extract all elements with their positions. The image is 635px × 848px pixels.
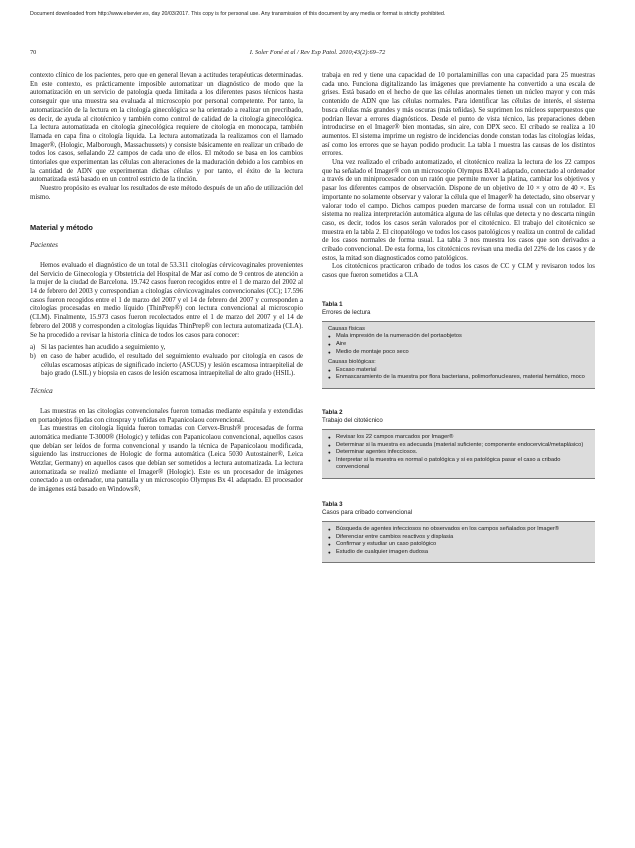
- table-row: ● Interpretar si la muestra es normal o patológica y si es patológica pasar el caso a cribado convencional: [328, 457, 589, 472]
- criteria-list: [30, 344, 303, 379]
- table-group-heading: Causas biológicas:: [328, 359, 376, 366]
- table-row: ● Determinar agentes infecciosos.: [328, 449, 589, 457]
- table-title: Tabla 3: [322, 501, 343, 508]
- table-3: [322, 501, 595, 563]
- table-caption: Errores de lectura: [322, 308, 371, 316]
- list-item-label: b): [30, 352, 36, 360]
- pacientes-paragraph: Hemos evaluado el diagnóstico de un total de 53.311 citologías cérvicovaginales provenientes del Servicio de Ginecología y Obstetricia del Hospital de Mar así como de 9 centros de atención a la mujer de la ciudad de Barcelona. 19.742 casos fueron recogidos entre el 1 de marzo del 2002 al 14 de febrero del 2003 y correspondian a citologías cérvicovaginales convencionales (CC); 17.596 casos fueron recogidos entre el 1 de marzo del 2007 y el 14 de febrero del 2007 y corresponden a citologías procesadas en medio líquido (ThinPrep®) con lectura convencional al microscopio (CLM). Finalmente, 15.973 casos fueron recolectados entre el 1 de marzo del 2007 y el 14 de febrero del 2008 y corresponden a citologías líquidas ThinPrep® con lectura automatizada (CLA). Se ha procedido a revisar la historia clínica de todos los casos para conocer:: [30, 261, 303, 339]
- table-1: [322, 301, 595, 389]
- table-row: ● Diferenciar entre cambios reactivos y displasia: [328, 534, 589, 542]
- table-body: [322, 429, 595, 479]
- table-caption: Trabajo del citotécnico: [322, 417, 383, 425]
- section-heading-material-metodo: Material y método: [30, 222, 93, 232]
- table-caption: Casos para cribado convencional: [322, 509, 413, 516]
- table-row: ● Escaso material: [328, 367, 589, 375]
- table-row: ● Enmascaramiento de la muestra por flora bacteriana, polimorfonucleares, material hemático, moco: [328, 374, 589, 382]
- citotecnico-paragraph: Una vez realizado el cribado automatizado, el citotécnico realiza la lectura de los 22 campos que ha señalado el Imager® con un microscopio Olympus BX41 adaptado, conectado al ordenador a través de un miniprocesador con un ratón que permite mover la platina, cambiar los objetivos y pasar los diferentes campos de observación. Dispone de un objetivo de 10 × y otro de 40 ×. Es importante no solamente observar y valorar la célula que el Imager® ha detectado, sino observar y valorar todo el campo. Dichos campos pueden marcarse de forma usual con un rotulador. El sistema no realiza interpretación automática alguna de las células que detecta y no descarta ningún caso, es decir, todos los casos serán valorados por el citotécnico. El trabajo del citotécnico se muestra en la tabla 2. El citopatólogo ve todos los casos patológicos y realiza un control de calidad de los casos normales de forma usual. La tabla 3 nos muestra los casos que son derivados a cribado convencional. De esta forma, los citotécnicos revisan una media del 22% de los casos y de estos, la mitad son diagnosticados como patológicos.: [322, 159, 595, 262]
- list-item-text: en caso de haber acudido, el resultado del seguimiento evaluado por citología en casos de células escamosas atípicas de significado incierto (ASCUS) y lesión escamosa intraepitelial de bajo grado (LSIL) y biopsia en casos de lesión escamosa intraepitelial de alto grado (HSIL).: [41, 352, 303, 378]
- table-row: ● Determinar si la muestra es adecuada (material suficiente; componente endocervical/metaplásico): [328, 442, 589, 450]
- table-group-heading: Causas físicas: [328, 325, 365, 332]
- table-row: ● Aire: [328, 341, 589, 349]
- journal-citation: I. Soler Foné et al / Rev Esp Patol. 2010;43(2):69–72: [249, 49, 386, 56]
- table-body: [322, 521, 595, 563]
- page-number: 70: [30, 49, 37, 56]
- table-2: [322, 409, 595, 479]
- table-title: Tabla 1: [322, 300, 343, 308]
- intro-paragraph: contexto clínico de los pacientes, pero que en general llevan a actitudes terapéuticas determinadas. En este contexto, es prácticamente imposible automatizar un diagnóstico de modo que la automatización en un servicio de patología queda limitada a los diferentes pasos técnicos hasta conseguir que una muestra sea evaluada al microscopio por personal competente. Por tanto, la automatización de la lectura en la citología ginecológica se ha orientado a realizar un precribado, es decir, de ayuda al citotécnico y también como control de calidad de la citología ginecológica. La lectura automatizada en citología ginecológica requiere de citología en monocapa, también llamada en capa fina o citología líquida. La lectura automatizada la realizamos con el llamado Imager®, (Hologic, Malborough, Massachussets) y consiste básicamente en realizar un cribado de todos los casos, señalando 22 campos de cada uno de ellos. El método se basa en los cambios tintoriales que experimentan las células con alteraciones de la maduración debido a los cambios en la cantidad de ADN que experimentan dichas células y por tanto, el éxito de la lectura automatizada está basado en un control estricto de la tinción.: [30, 72, 303, 184]
- running-header: [30, 49, 605, 59]
- table-row: ● Medio de montaje poco seco: [328, 349, 589, 357]
- left-column: [30, 72, 303, 495]
- cribado-paragraph: Los citotécnicos practicaron cribado de todos los casos de CC y CLM y revisaron todos los casos que fueron sometidos a CLA: [322, 263, 595, 280]
- list-item-label: a): [30, 344, 36, 352]
- subsection-heading-pacientes: Pacientes: [30, 241, 58, 250]
- table-row: ● Estudio de cualquier imagen dudosa: [328, 549, 589, 557]
- tecnica-paragraph: Las muestras en las citologías convencionales fueron tomadas mediante espátula y extendidas en portaobjetos fijadas con citospray y teñidas en Papanicolaou convencional.: [30, 407, 303, 424]
- table-row: ● Revisar los 22 campos marcados por Imager®: [328, 434, 589, 442]
- list-item-text: Si las pacientes han acudido a seguimiento y,: [41, 344, 166, 352]
- imager-paragraph: trabaja en red y tiene una capacidad de 10 portalaminillas con una capacidad para 25 muestras cada uno. Funciona digitalizando las imágenes que previamente ha convertido a una escala de grises. Está basado en el hecho de que las células anormales tienen un núcleo mayor y con más contenido de ADN que las células normales. Para identificar las células de interés, el sistema busca células más grandes y más oscuras (más teñidas). Se suprimen los núcleos superpuestos que podrían llevar a errores diagnósticos. Desde el punto de vista técnico, las preparaciones deben introducirse en el Imager® bien montadas, sin aire, con DPX seco. El cribado se realiza a 10 aumentos. El sistema imprime un registro de incidencias donde constan todas las citologías leídas, así como los errores que se hayan podido producir. La tabla 1 muestra las causas de los distintos errores.: [322, 72, 595, 158]
- list-item: [30, 353, 303, 379]
- table-body: [322, 321, 595, 389]
- download-notice: Document downloaded from http://www.elsevier.es, day 20/03/2017. This copy is for personal use. Any transmission of this document by any media or format is strictly prohibited.: [30, 11, 446, 17]
- table-row: ● Búsqueda de agentes infecciosos no observados en los campos señalados por Imager®: [328, 526, 589, 534]
- table-row: ● Confirmar y estudiar un caso patológico: [328, 541, 589, 549]
- subsection-heading-tecnica: Técnica: [30, 387, 53, 396]
- table-title: Tabla 2: [322, 409, 343, 417]
- table-row: ● Mala impresión de la numeración del portaobjetos: [328, 333, 589, 341]
- right-column: [322, 72, 595, 563]
- purpose-paragraph: Nuestro propósito es evaluar los resultados de este método después de un año de utilización del mismo.: [30, 185, 303, 201]
- list-item: [30, 344, 303, 353]
- tecnica-paragraph: Las muestras en citología líquida fueron tomadas con Cervex-Brush® procesadas de forma automática mediante T-3000® (Hologic) y teñidas con Papanicolaou convencional, aquellos casos que debían ser leídos de forma convencional y usando la técnica de Papanicolaou modificada, siguiendo las instrucciones de Hologic de forma automática (Leica 5030 Autostainer®, Leica Wetzlar, Germany) en aquellos casos que debían ser sometidos a lectura automatizada. La lectura automatizada se realizó mediante el Imager® (Hologic). Este es un procesador de imágenes conectado a un ordenador, una pantalla y un microscopio Olympus Bx 41 adaptado. El procesador de imágenes está basado en Windows®,: [30, 425, 303, 494]
